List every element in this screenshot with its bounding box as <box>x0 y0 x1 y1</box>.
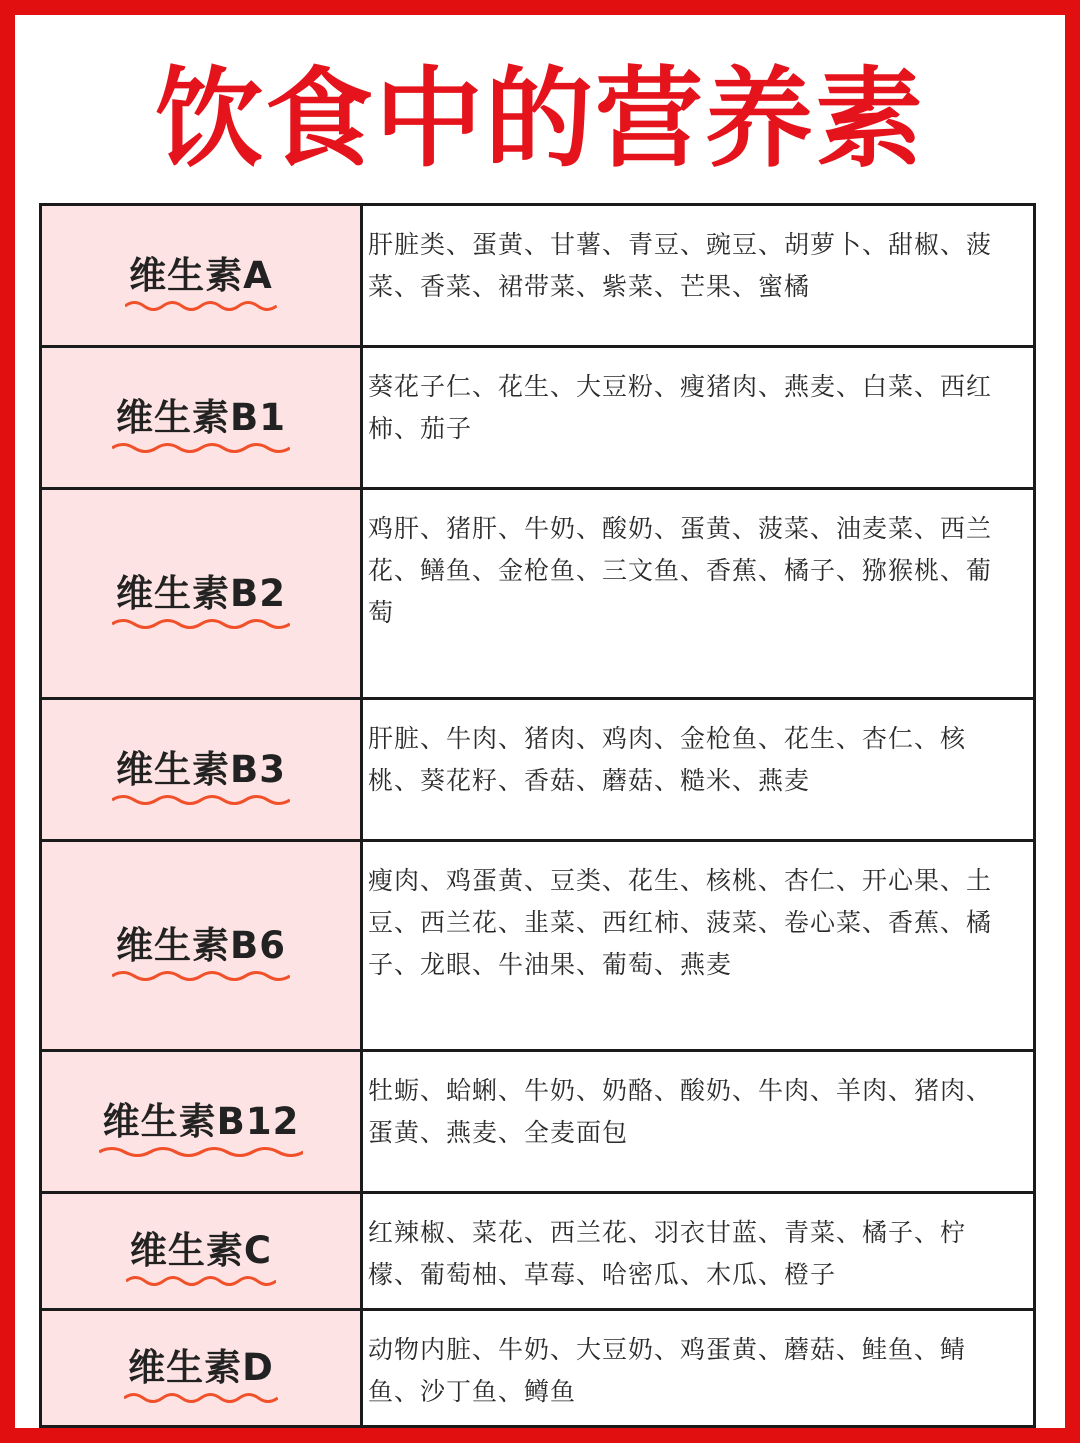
foods-cell: 鸡肝、猪肝、牛奶、酸奶、蛋黄、菠菜、油麦菜、西兰花、鳝鱼、金枪鱼、三文鱼、香蕉、橘子、猕猴桃、葡萄 <box>362 489 1035 699</box>
vitamin-cell <box>41 699 362 841</box>
table-row <box>41 1310 1035 1427</box>
wavy-underline-icon <box>126 1274 276 1288</box>
table-row <box>41 699 1035 841</box>
vitamin-cell <box>41 347 362 489</box>
wavy-underline-icon <box>112 441 290 455</box>
wavy-underline-icon <box>99 1145 304 1159</box>
foods-cell: 瘦肉、鸡蛋黄、豆类、花生、核桃、杏仁、开心果、土豆、西兰花、韭菜、西红柿、菠菜、卷心菜、香蕉、橘子、龙眼、牛油果、葡萄、燕麦 <box>362 841 1035 1051</box>
vitamin-label <box>116 563 286 625</box>
vitamin-name: 维生素B2 <box>116 571 286 615</box>
table-row <box>41 1051 1035 1193</box>
wavy-underline-icon <box>125 299 277 313</box>
vitamin-cell <box>41 841 362 1051</box>
vitamin-cell <box>41 489 362 699</box>
table-row <box>41 1193 1035 1310</box>
vitamin-label <box>116 915 286 977</box>
vitamin-name: 维生素B6 <box>116 923 286 967</box>
vitamin-name: 维生素B3 <box>116 747 286 791</box>
vitamin-name: 维生素C <box>129 1229 273 1272</box>
table-row <box>41 347 1035 489</box>
wavy-underline-icon <box>112 969 290 983</box>
wavy-underline-icon <box>124 1391 278 1405</box>
vitamin-label <box>130 1220 272 1282</box>
table-row <box>41 205 1035 347</box>
foods-cell: 葵花子仁、花生、大豆粉、瘦猪肉、燕麦、白菜、西红柿、茄子 <box>362 347 1035 489</box>
vitamin-name: 维生素B12 <box>102 1099 300 1143</box>
poster-card <box>15 15 1065 1428</box>
vitamin-cell <box>41 1310 362 1427</box>
nutrient-table <box>39 203 1036 1428</box>
foods-cell: 肝脏、牛肉、猪肉、鸡肉、金枪鱼、花生、杏仁、核桃、葵花籽、香菇、蘑菇、糙米、燕麦 <box>362 699 1035 841</box>
vitamin-label <box>103 1091 300 1153</box>
vitamin-cell <box>41 1193 362 1310</box>
wavy-underline-icon <box>112 793 290 807</box>
vitamin-name: 维生素B1 <box>116 395 286 439</box>
vitamin-label <box>128 1337 274 1399</box>
vitamin-name: 维生素A <box>129 253 273 297</box>
foods-cell: 动物内脏、牛奶、大豆奶、鸡蛋黄、蘑菇、鲑鱼、鲭鱼、沙丁鱼、鳟鱼 <box>362 1310 1035 1427</box>
table-row <box>41 841 1035 1051</box>
vitamin-name: 维生素D <box>128 1346 274 1389</box>
vitamin-label <box>116 387 286 449</box>
vitamin-cell <box>41 1051 362 1193</box>
foods-cell: 肝脏类、蛋黄、甘薯、青豆、豌豆、胡萝卜、甜椒、菠菜、香菜、裙带菜、紫菜、芒果、蜜橘 <box>362 205 1035 347</box>
vitamin-label <box>129 245 273 307</box>
table-row <box>41 489 1035 699</box>
wavy-underline-icon <box>112 617 290 631</box>
foods-cell: 红辣椒、菜花、西兰花、羽衣甘蓝、青菜、橘子、柠檬、葡萄柚、草莓、哈密瓜、木瓜、橙子 <box>362 1193 1035 1310</box>
foods-cell: 牡蛎、蛤蜊、牛奶、奶酪、酸奶、牛肉、羊肉、猪肉、蛋黄、燕麦、全麦面包 <box>362 1051 1035 1193</box>
vitamin-cell <box>41 205 362 347</box>
page-title: 饮食中的营养素 <box>154 57 925 182</box>
vitamin-label <box>116 739 286 801</box>
